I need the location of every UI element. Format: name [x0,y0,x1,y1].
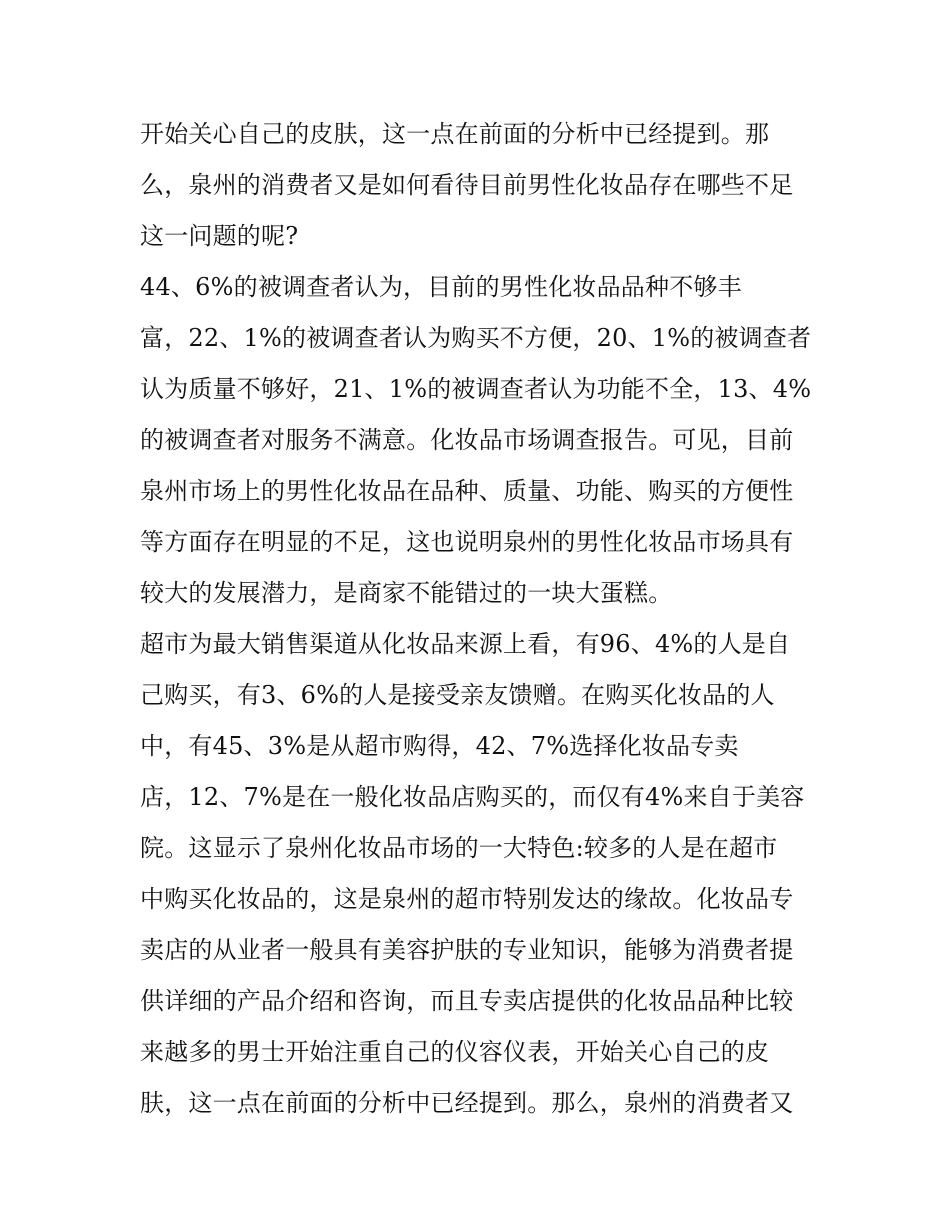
text-line: 开始关心自己的皮肤，这一点在前面的分析中已经提到。那 [140,120,770,148]
text-line: 中，有45、3%是从超市购得，42、7%选择化妆品专卖 [140,732,739,760]
text-line: 来越多的男士开始注重自己的仪容仪表，开始关心自己的皮 [140,1038,770,1066]
text-line: 院。这显示了泉州化妆品市场的一大特色:较多的人是在超市 [140,834,778,862]
text-line: 超市为最大销售渠道从化妆品来源上看，有96、4%的人是自 [140,630,791,658]
text-line: 泉州市场上的男性化妆品在品种、质量、功能、购买的方便性 [140,477,794,505]
text-line: 这一问题的呢? [140,222,299,250]
text-line: 较大的发展潜力，是商家不能错过的一块大蛋糕。 [140,579,673,607]
text-line: 供详细的产品介绍和咨询，而且专卖店提供的化妆品品种比较 [140,987,794,1015]
body-text [140,109,820,1129]
text-line: 的被调查者对服务不满意。化妆品市场调查报告。可见，目前 [140,426,794,454]
text-line: 等方面存在明显的不足，这也说明泉州的男性化妆品市场具有 [140,528,794,556]
text-line: 么，泉州的消费者又是如何看待目前男性化妆品存在哪些不足 [140,171,794,199]
text-line: 店，12、7%是在一般化妆品店购买的，而仅有4%来自于美容 [140,783,805,811]
text-line: 己购买，有3、6%的人是接受亲友馈赠。在购买化妆品的人 [140,681,775,709]
text-line: 卖店的从业者一般具有美容护肤的专业知识，能够为消费者提 [140,936,794,964]
text-line: 认为质量不够好，21、1%的被调查者认为功能不全，13、4% [140,375,812,403]
text-line: 富，22、1%的被调查者认为购买不方便，20、1%的被调查者 [140,324,812,352]
text-line: 肤，这一点在前面的分析中已经提到。那么，泉州的消费者又 [140,1089,794,1117]
text-line: 中购买化妆品的，这是泉州的超市特别发达的缘故。化妆品专 [140,885,794,913]
text-line: 44、6%的被调查者认为，目前的男性化妆品品种不够丰 [140,273,742,301]
